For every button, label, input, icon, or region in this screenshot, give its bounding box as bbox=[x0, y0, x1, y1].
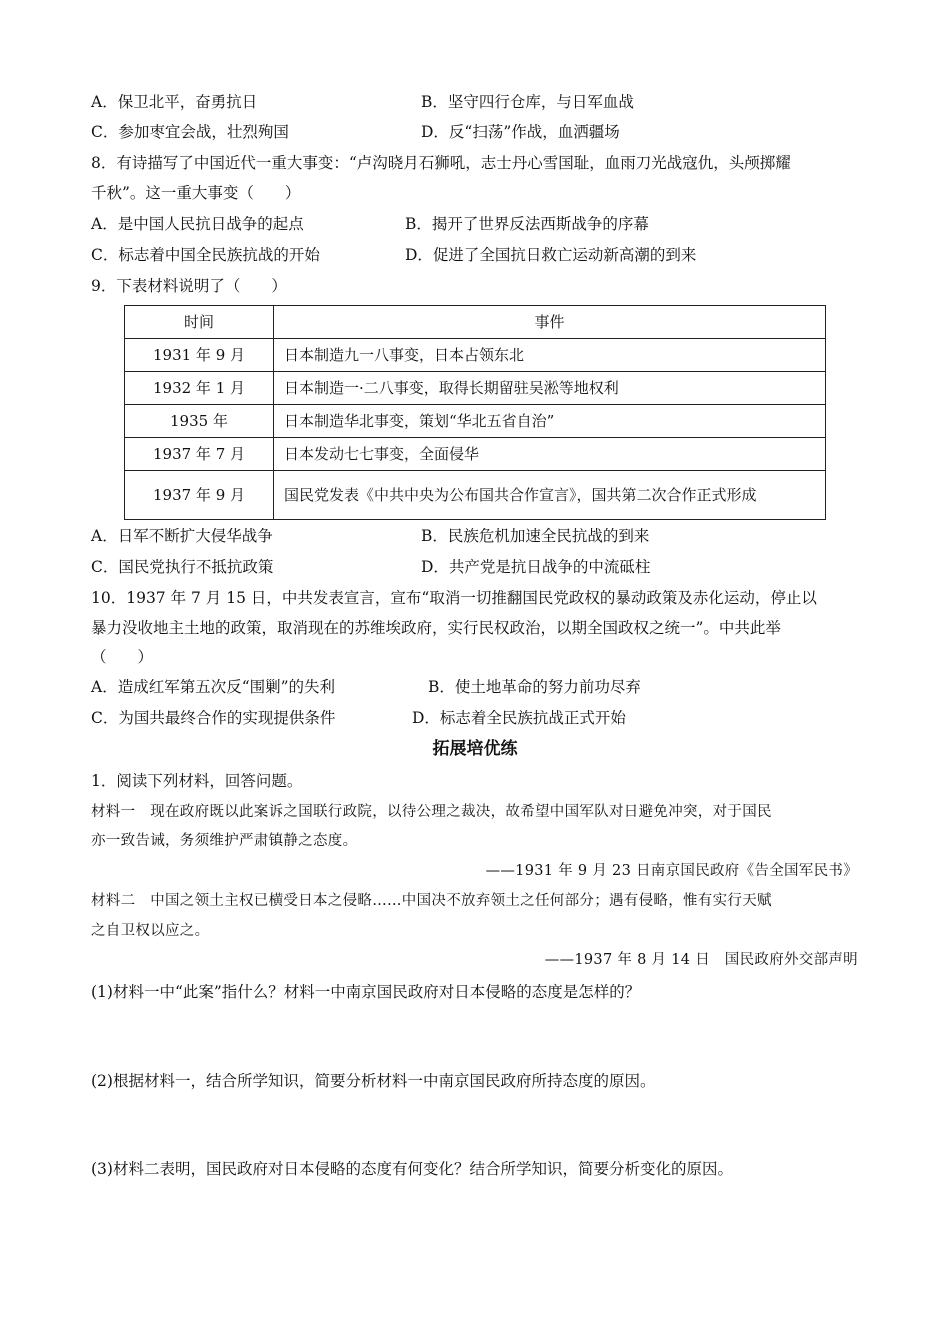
material2-source: ——1937 年 8 月 14 日 国民政府外交部声明 bbox=[544, 952, 858, 968]
q7-option-b: B．坚守四行仓库，与日军血战 bbox=[421, 93, 634, 111]
q7-option-d: D．反“扫荡”作战，血洒疆场 bbox=[421, 123, 620, 141]
q8-stem-line2: 千秋”。这一重大事变（ ） bbox=[91, 184, 301, 202]
q9-option-b: B．民族危机加速全民抗战的到来 bbox=[421, 527, 650, 545]
table-cell-time: 1937 年 9 月 bbox=[125, 471, 274, 520]
q10-option-b: B．使土地革命的努力前功尽弃 bbox=[428, 678, 641, 696]
table-header-time: 时间 bbox=[125, 306, 274, 339]
table-row bbox=[125, 471, 826, 520]
table-cell-event: 日本发动七七事变，全面侵华 bbox=[274, 438, 826, 471]
table-header-row bbox=[125, 306, 826, 339]
q10-stem-line2: 暴力没收地主土地的政策，取消现在的苏维埃政府，实行民权政治，以期全国政权之统一”。中共此举 bbox=[91, 619, 781, 637]
table-row bbox=[125, 339, 826, 372]
material2-line2: 之自卫权以应之。 bbox=[91, 923, 210, 939]
q10-option-d: D．标志着全民族抗战正式开始 bbox=[412, 709, 626, 727]
q10-stem-line1: 10．1937 年 7 月 15 日，中共发表宣言，宣布“取消一切推翻国民党政权的暴动政策及赤化运动，停止以 bbox=[91, 589, 817, 607]
q10-stem-line3: （ ） bbox=[91, 648, 154, 666]
q7-option-a: A．保卫北平，奋勇抗日 bbox=[91, 93, 258, 111]
q9-option-a: A．日军不断扩大侵华战争 bbox=[91, 527, 273, 545]
table-cell-event: 国民党发表《中共中央为公布国共合作宣言》，国共第二次合作正式形成 bbox=[274, 471, 826, 520]
material1-source: ——1931 年 9 月 23 日南京国民政府《告全国军民书》 bbox=[485, 863, 858, 879]
section-title: 拓展培优练 bbox=[432, 739, 518, 759]
q8-option-b: B．揭开了世界反法西斯战争的序幕 bbox=[405, 215, 649, 233]
q10-option-c: C．为国共最终合作的实现提供条件 bbox=[91, 709, 336, 727]
q8-option-c: C．标志着中国全民族抗战的开始 bbox=[91, 246, 320, 264]
q8-stem-line1: 8．有诗描写了中国近代一重大事变：“卢沟晓月石狮吼，志士丹心雪国耻，血雨刀光战寇仇，头颅掷耀 bbox=[91, 154, 791, 172]
material2-line1: 材料二 中国之领土主权已横受日本之侵略……中国决不放弃领土之任何部分；遇有侵略，惟有实行天赋 bbox=[91, 893, 772, 909]
events-table bbox=[124, 305, 826, 520]
table-cell-event: 日本制造华北事变，策划“华北五省自治” bbox=[274, 405, 826, 438]
table-row bbox=[125, 372, 826, 405]
material1-line1: 材料一 现在政府既以此案诉之国联行政院，以待公理之裁决，故希望中国军队对日避免冲突，对于国民 bbox=[91, 804, 772, 820]
table-cell-time: 1935 年 bbox=[125, 405, 274, 438]
table-row bbox=[125, 438, 826, 471]
table-cell-event: 日本制造九一八事变，日本占领东北 bbox=[274, 339, 826, 372]
table-row bbox=[125, 405, 826, 438]
table-cell-time: 1931 年 9 月 bbox=[125, 339, 274, 372]
table-cell-time: 1932 年 1 月 bbox=[125, 372, 274, 405]
sub-question-3: (3)材料二表明，国民政府对日本侵略的态度有何变化？结合所学知识，简要分析变化的原因。 bbox=[91, 1160, 733, 1178]
ext-q1-stem: 1．阅读下列材料，回答问题。 bbox=[91, 772, 303, 790]
table-header-event: 事件 bbox=[274, 306, 826, 339]
q9-option-c: C．国民党执行不抵抗政策 bbox=[91, 558, 274, 576]
table-cell-event: 日本制造一·二八事变，取得长期留驻吴淞等地权利 bbox=[274, 372, 826, 405]
sub-question-1: (1)材料一中“此案”指什么？材料一中南京国民政府对日本侵略的态度是怎样的？ bbox=[91, 983, 641, 1001]
q8-option-d: D．促进了全国抗日救亡运动新高潮的到来 bbox=[405, 246, 697, 264]
sub-question-2: (2)根据材料一，结合所学知识，简要分析材料一中南京国民政府所持态度的原因。 bbox=[91, 1072, 656, 1090]
table-cell-time: 1937 年 7 月 bbox=[125, 438, 274, 471]
q8-option-a: A．是中国人民抗日战争的起点 bbox=[91, 215, 304, 233]
q9-option-d: D．共产党是抗日战争的中流砥柱 bbox=[421, 558, 651, 576]
q9-stem: 9．下表材料说明了（ ） bbox=[91, 277, 287, 295]
material1-line2: 亦一致告诫，务须维护严肃镇静之态度。 bbox=[91, 833, 358, 849]
q7-option-c: C．参加枣宜会战，壮烈殉国 bbox=[91, 123, 289, 141]
q10-option-a: A．造成红军第五次反“围剿”的失利 bbox=[91, 678, 336, 696]
